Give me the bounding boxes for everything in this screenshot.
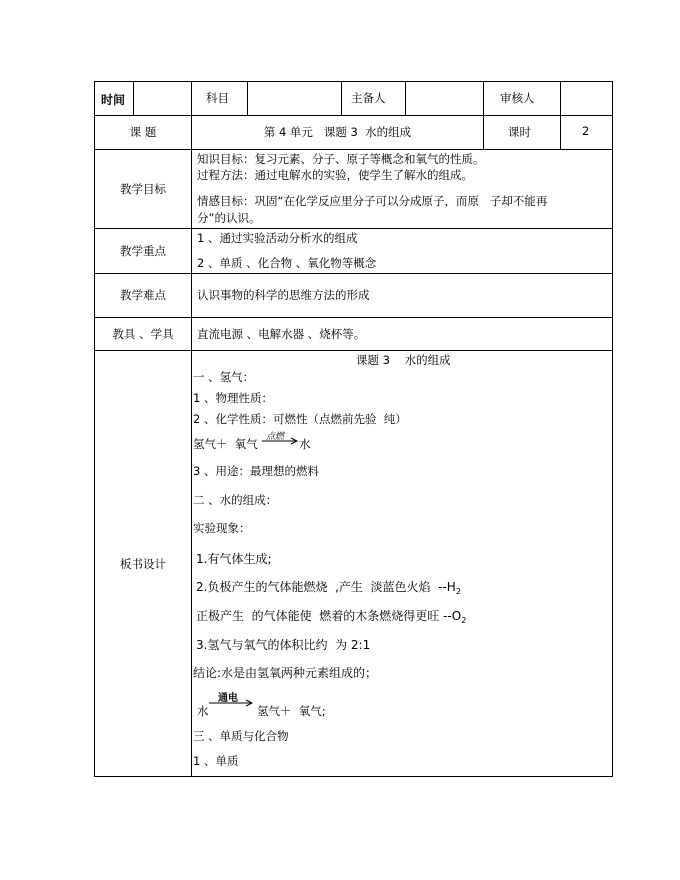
goal-line: 过程方法：通过电解水的实验，使学生了解水的组成。: [197, 168, 473, 182]
reaction-arrow-icon: [208, 698, 254, 708]
difficulties-label: 教学难点: [120, 288, 166, 302]
reaction-arrow-icon: [261, 436, 299, 446]
row-divider: [94, 350, 613, 351]
key-point-line: 1 、通过实验活动分析水的组成: [197, 231, 358, 245]
goal-line: 情感目标：巩固“在化学反应里分子可以分成原子，而原 子却不能再: [197, 194, 548, 208]
board-line: 3.氢气与氧气的体积比约 为 2:1: [196, 638, 371, 652]
table-border-right: [612, 81, 613, 777]
board-line: 1 、单质: [193, 754, 239, 768]
row-divider: [94, 149, 613, 150]
board-line: 1.有气体生成;: [196, 552, 272, 566]
board-title: 课题 3 水的组成: [356, 353, 451, 367]
hours-value: 2: [582, 124, 590, 138]
equation-1-left: 氢气＋ 氧气: [193, 437, 258, 451]
equation-2-right: 氢气＋ 氧气;: [257, 704, 326, 718]
board-line-h2: [196, 578, 461, 596]
table-border-bottom: [94, 776, 613, 777]
equipment-label: 教具 、学具: [112, 327, 174, 341]
column-divider: [191, 81, 192, 777]
equation-1-condition: 点燃: [266, 432, 285, 442]
board-line-text: 2.负极产生的气体能燃烧 ,产生 淡蓝色火焰 --H: [196, 580, 456, 594]
subscript: 2: [461, 616, 467, 625]
row-divider: [94, 115, 613, 116]
reviewer-label: 审核人: [500, 91, 535, 105]
subject-label: 科目: [206, 91, 229, 105]
board-line-o2: [196, 607, 466, 625]
equation-1-right: 水: [299, 437, 311, 451]
board-line: 实验现象：: [193, 521, 251, 535]
column-divider: [341, 81, 342, 115]
equipment-value: 直流电源 、电解水器 、烧杯等。: [197, 327, 366, 341]
board-line: 结论:水是由氢氧两种元素组成的；: [193, 666, 378, 680]
column-divider: [560, 81, 561, 149]
preparer-label: 主备人: [351, 91, 386, 105]
column-divider: [247, 81, 248, 115]
board-line: 三 、单质与化合物: [193, 729, 289, 743]
board-line: 2 、化学性质：可燃性（点燃前先验 纯）: [193, 412, 407, 426]
topic-value: 第 4 单元 课题 3 水的组成: [263, 125, 412, 139]
row-divider: [94, 228, 613, 229]
board-line: 3 、用途：最理想的燃料: [193, 464, 319, 478]
column-divider: [483, 81, 484, 149]
goal-line: 知识目标：复习元素、分子、原子等概念和氧气的性质。: [197, 152, 485, 166]
hours-label: 课时: [508, 125, 531, 139]
key-point-line: 2 、单质 、化合物 、氧化物等概念: [197, 256, 377, 270]
board-line: 一 、氢气：: [193, 370, 255, 384]
table-border-top: [94, 81, 613, 82]
key-points-label: 教学重点: [120, 244, 166, 258]
topic-label: 课 题: [129, 125, 157, 139]
board-line-text: 正极产生 的气体能使 燃着的木条燃烧得更旺 --O: [196, 609, 462, 623]
row-divider: [94, 317, 613, 318]
row-divider: [94, 273, 613, 274]
goal-line: 分”的认识。: [197, 211, 261, 225]
subscript: 2: [455, 587, 461, 596]
equation-2-condition: 通电: [218, 693, 238, 704]
column-divider: [133, 81, 134, 115]
time-label: 时间: [101, 93, 126, 107]
difficulties-value: 认识事物的科学的思维方法的形成: [197, 288, 370, 302]
board-line: 二 、水的组成：: [193, 493, 278, 507]
goals-label: 教学目标: [120, 182, 166, 196]
equation-2-left: 水: [197, 704, 209, 718]
column-divider: [405, 81, 406, 115]
board-label: 板书设计: [120, 557, 166, 571]
board-line: 1 、物理性质：: [193, 391, 273, 405]
